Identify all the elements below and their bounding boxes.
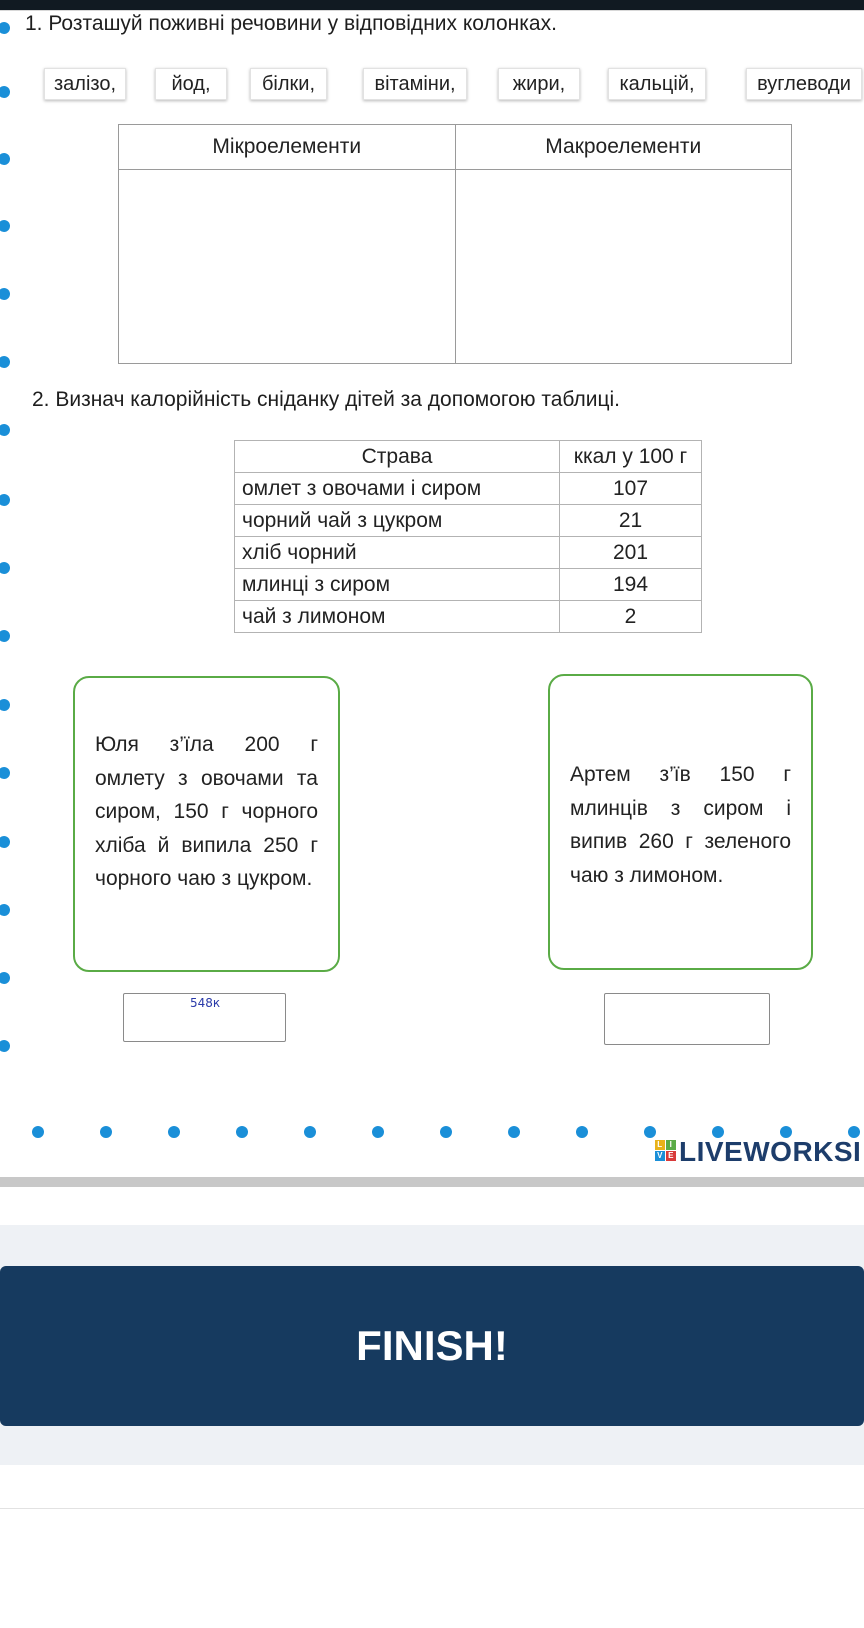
table-row	[235, 601, 702, 633]
margin-dot	[0, 630, 10, 642]
dish-name: чай з лимоном	[235, 601, 560, 633]
margin-dot	[32, 1126, 44, 1138]
chip-bilky[interactable]: білки,	[250, 68, 327, 100]
margin-dot	[0, 288, 10, 300]
header-kcal: ккал у 100 г	[560, 441, 702, 473]
drop-zone-micro[interactable]	[119, 170, 456, 364]
dish-kcal: 194	[560, 569, 702, 601]
answer-input-artem[interactable]	[604, 993, 770, 1045]
chip-zalizo[interactable]: залізо,	[44, 68, 126, 100]
scroll-divider	[0, 1177, 864, 1187]
task1-title: 1. Розташуй поживні речовини у відповідних колонках.	[25, 12, 557, 35]
liveworksheets-logo	[655, 1136, 861, 1168]
margin-dot	[0, 356, 10, 368]
chip-vuhlevody[interactable]: вуглеводи	[746, 68, 862, 100]
dish-name: хліб чорний	[235, 537, 560, 569]
margin-dot	[236, 1126, 248, 1138]
margin-dot	[508, 1126, 520, 1138]
table-row	[235, 505, 702, 537]
margin-dot	[0, 699, 10, 711]
table-row	[235, 473, 702, 505]
column-header-macro: Макроелементи	[455, 125, 792, 170]
logo-mark-icon: L I V E	[655, 1140, 677, 1162]
margin-dot	[0, 972, 10, 984]
margin-dot	[0, 494, 10, 506]
dish-kcal: 21	[560, 505, 702, 537]
margin-dot	[0, 1040, 10, 1052]
sort-table	[118, 124, 792, 364]
drop-zone-macro[interactable]	[455, 170, 792, 364]
answer-yulia-value: 548к	[190, 996, 221, 1010]
dish-kcal: 201	[560, 537, 702, 569]
margin-dot	[0, 86, 10, 98]
margin-dot	[168, 1126, 180, 1138]
margin-dot	[0, 22, 10, 34]
answer-input-yulia[interactable]	[123, 993, 286, 1042]
card-yulia-text: Юля з’їла 200 г омлету з овочами та сиром, 150 г чорного хліба й випила 250 г чорного чаю з цукром.	[95, 733, 318, 890]
bottom-divider	[0, 1508, 864, 1509]
finish-button[interactable]: FINISH!	[0, 1266, 864, 1426]
margin-dot	[0, 153, 10, 165]
logo-text: LIVEWORKSI	[679, 1136, 862, 1167]
column-header-micro: Мікроелементи	[119, 125, 456, 170]
chip-vitaminy[interactable]: вітаміни,	[363, 68, 467, 100]
chip-zhyry[interactable]: жири,	[498, 68, 580, 100]
margin-dot	[372, 1126, 384, 1138]
dish-name: омлет з овочами і сиром	[235, 473, 560, 505]
card-artem	[548, 674, 813, 970]
margin-dot	[100, 1126, 112, 1138]
margin-dot	[0, 220, 10, 232]
dish-kcal: 2	[560, 601, 702, 633]
header-dish: Страва	[235, 441, 560, 473]
card-artem-text: Артем з’їв 150 г млинців з сиром і випив 260 г зеленого чаю з лимоном.	[570, 763, 791, 887]
margin-dot	[0, 836, 10, 848]
chip-yod[interactable]: йод,	[155, 68, 227, 100]
table-row	[235, 537, 702, 569]
card-yulia	[73, 676, 340, 972]
calorie-table	[234, 440, 702, 633]
margin-dot	[0, 424, 10, 436]
table-header-row	[235, 441, 702, 473]
margin-dot	[440, 1126, 452, 1138]
dish-kcal: 107	[560, 473, 702, 505]
margin-dot	[0, 562, 10, 574]
margin-dot	[0, 904, 10, 916]
table-row	[235, 569, 702, 601]
chip-kaltsiy[interactable]: кальцій,	[608, 68, 706, 100]
top-divider	[0, 10, 864, 11]
margin-dot	[0, 767, 10, 779]
task2-title: 2. Визнач калорійність сніданку дітей за допомогою таблиці.	[32, 388, 620, 411]
dish-name: млинці з сиром	[235, 569, 560, 601]
dish-name: чорний чай з цукром	[235, 505, 560, 537]
top-dark-bar	[0, 0, 864, 10]
margin-dot	[304, 1126, 316, 1138]
margin-dot	[576, 1126, 588, 1138]
